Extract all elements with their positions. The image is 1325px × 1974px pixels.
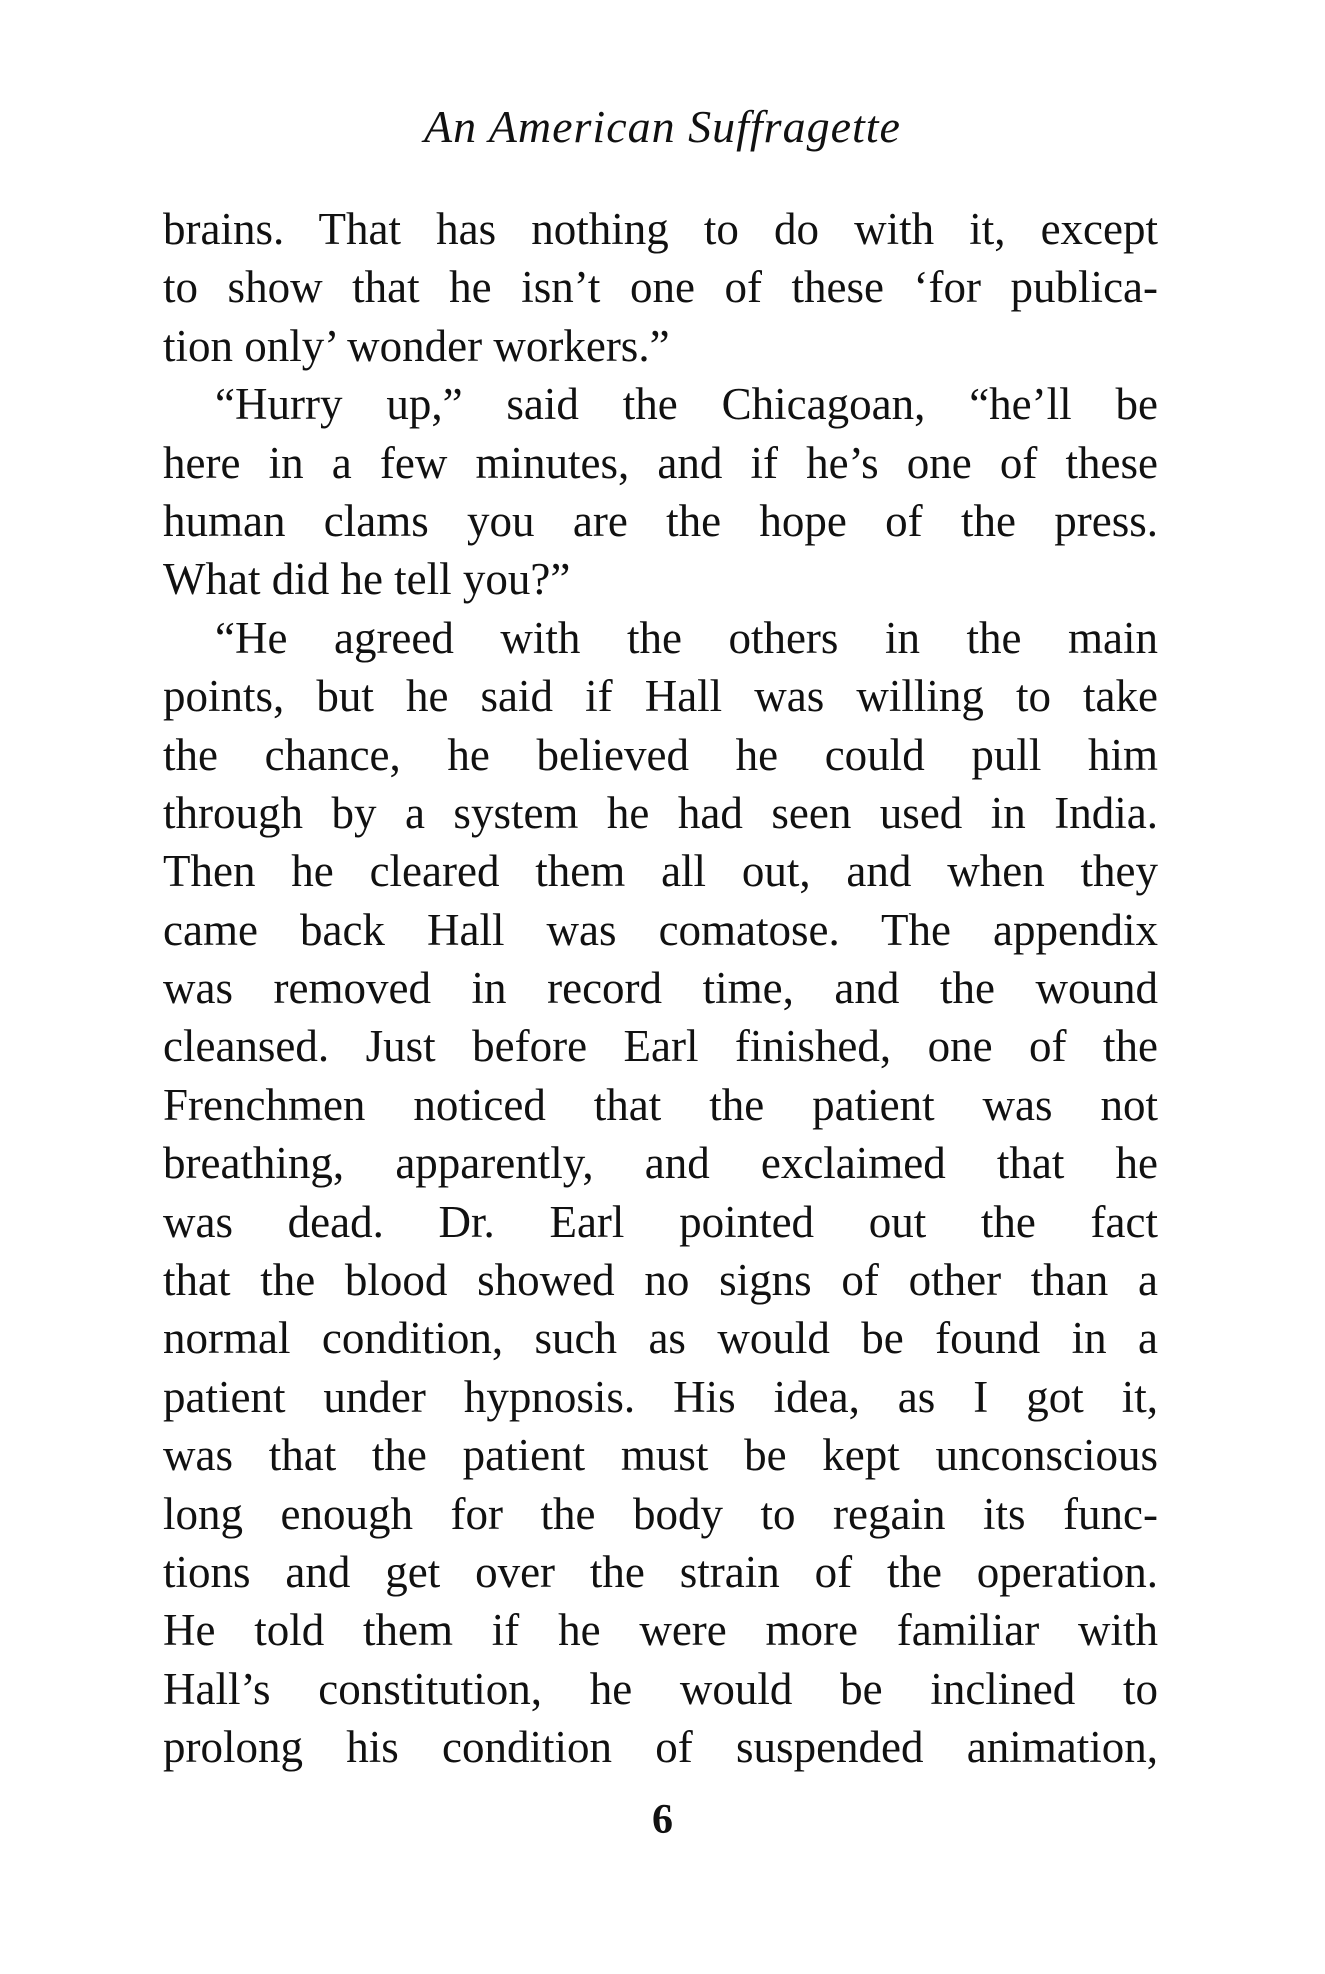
text-line: points, but he said if Hall was willing to take <box>163 671 1158 722</box>
text-line: What did he tell you?” <box>163 554 571 605</box>
text-line: was removed in record time, and the wound <box>163 963 1158 1014</box>
page-number: 6 <box>652 1797 673 1843</box>
text-line: tions and get over the strain of the operation. <box>163 1546 1158 1597</box>
text-line: brains. That has nothing to do with it, except <box>163 204 1158 254</box>
body-text <box>163 200 1158 1777</box>
text-line: cleansed. Just before Earl finished, one of the <box>163 1021 1158 1072</box>
running-head: An American Suffragette <box>424 101 901 152</box>
text-line: to show that he isn’t one of these ‘for publica- <box>163 262 1158 313</box>
text-line: came back Hall was comatose. The appendix <box>163 904 1158 955</box>
text-line: “Hurry up,” said the Chicagoan, “he’ll be <box>215 379 1158 430</box>
text-line: the chance, he believed he could pull him <box>163 729 1158 780</box>
text-line: tion only’ wonder workers.” <box>163 320 670 371</box>
text-line: Hall’s constitution, he would be inclined to <box>163 1663 1158 1714</box>
text-line: was dead. Dr. Earl pointed out the fact <box>163 1196 1158 1247</box>
text-line: through by a system he had seen used in India. <box>163 787 1158 838</box>
text-line: that the blood showed no signs of other than a <box>163 1255 1158 1306</box>
text-line: Frenchmen noticed that the patient was not <box>163 1079 1158 1130</box>
text-line: normal condition, such as would be found in a <box>163 1313 1158 1364</box>
text-line: human clams you are the hope of the press. <box>163 495 1158 546</box>
text-line: breathing, apparently, and exclaimed that he <box>163 1138 1158 1189</box>
text-line: He told them if he were more familiar with <box>163 1605 1158 1656</box>
text-line: Then he cleared them all out, and when they <box>163 846 1158 897</box>
text-line: was that the patient must be kept unconscious <box>163 1430 1158 1481</box>
text-line: prolong his condition of suspended animation, <box>163 1722 1158 1773</box>
text-line: here in a few minutes, and if he’s one of these <box>163 437 1158 488</box>
text-line: long enough for the body to regain its func- <box>163 1488 1158 1539</box>
text-line: “He agreed with the others in the main <box>215 612 1158 663</box>
text-line: patient under hypnosis. His idea, as I got it, <box>163 1371 1158 1422</box>
